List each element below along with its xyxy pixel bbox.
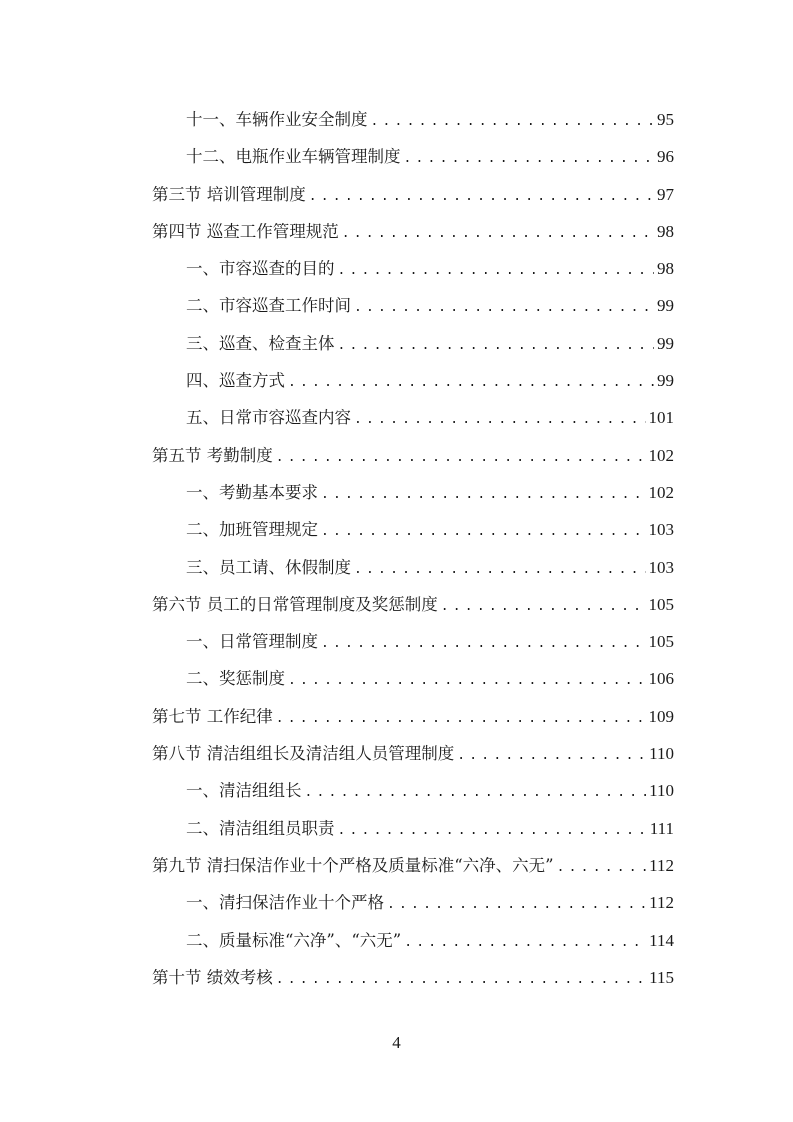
toc-entry-title: 第七节 工作纪律 <box>152 706 273 726</box>
toc-leader-dots <box>288 364 654 401</box>
toc-leader-dots <box>321 476 646 513</box>
toc-entry-title: 一、考勤基本要求 <box>186 482 318 502</box>
toc-leader-dots <box>338 327 655 364</box>
toc-entry[interactable] <box>152 362 674 399</box>
toc-leader-dots <box>354 289 654 326</box>
toc-entry[interactable] <box>152 772 674 809</box>
toc-entry-page: 109 <box>648 706 674 726</box>
toc-entry-page: 115 <box>649 967 674 987</box>
toc-entry-title: 第三节 培训管理制度 <box>152 184 306 204</box>
toc-entry-title: 三、巡查、检查主体 <box>186 333 335 353</box>
toc-entry[interactable] <box>152 287 674 324</box>
toc-entry-page: 101 <box>648 408 674 428</box>
toc-entry-page: 112 <box>649 893 674 913</box>
toc-leader-dots <box>305 774 647 811</box>
toc-entry[interactable] <box>152 511 674 548</box>
toc-entry[interactable] <box>152 138 674 175</box>
toc-leader-dots <box>321 625 646 662</box>
toc-entry[interactable] <box>152 250 674 287</box>
toc-leader-dots <box>342 215 654 252</box>
toc-leader-dots <box>321 513 646 550</box>
toc-entry-page: 112 <box>649 855 674 875</box>
toc-entry-title: 一、清扫保洁作业十个严格 <box>186 893 384 913</box>
toc-entry-title: 三、员工请、休假制度 <box>186 557 351 577</box>
toc-entry-title: 一、清洁组组长 <box>186 781 302 801</box>
toc-entry-title: 第九节 清扫保洁作业十个严格及质量标准“六净、六无” <box>152 855 554 875</box>
toc-entry[interactable] <box>152 735 674 772</box>
toc-entry[interactable] <box>152 810 674 847</box>
toc-entry-title: 十二、电瓶作业车辆管理制度 <box>186 147 401 167</box>
toc-leader-dots <box>276 961 646 998</box>
toc-entry-page: 110 <box>649 744 674 764</box>
toc-leader-dots <box>371 103 655 140</box>
toc-entry-title: 第五节 考勤制度 <box>152 445 273 465</box>
toc-entry[interactable] <box>152 437 674 474</box>
toc-entry-title: 二、清洁组组员职责 <box>186 818 335 838</box>
toc-entry-title: 第六节 员工的日常管理制度及奖惩制度 <box>152 594 438 614</box>
toc-entry[interactable] <box>152 922 674 959</box>
toc-leader-dots <box>557 849 647 886</box>
toc-leader-dots <box>387 886 646 923</box>
toc-entry-title: 十一、车辆作业安全制度 <box>186 110 368 129</box>
toc-leader-dots <box>288 662 646 699</box>
toc-entry-page: 111 <box>649 818 674 838</box>
page-number: 4 <box>392 1033 401 1052</box>
toc-entry[interactable] <box>152 959 674 996</box>
toc-entry[interactable] <box>152 549 674 586</box>
toc-entry-page: 105 <box>648 632 674 652</box>
toc-leader-dots <box>441 588 646 625</box>
toc-leader-dots <box>276 700 646 737</box>
toc-leader-dots <box>404 140 655 177</box>
toc-leader-dots <box>338 252 655 289</box>
toc-entry-title: 二、质量标准“六净”、“六无” <box>186 930 402 950</box>
toc-entry[interactable] <box>152 176 674 213</box>
toc-entry-page: 106 <box>648 669 674 689</box>
toc-entry-title: 二、市容巡查工作时间 <box>186 296 351 316</box>
toc-entry[interactable] <box>152 623 674 660</box>
toc-entry[interactable] <box>152 101 674 138</box>
toc-leader-dots <box>276 439 646 476</box>
toc-entry-title: 第八节 清洁组组长及清洁组人员管理制度 <box>152 744 455 764</box>
toc-leader-dots <box>404 924 646 961</box>
toc-entry-page: 98 <box>657 259 674 279</box>
toc-entry-page: 110 <box>649 781 674 801</box>
toc-entry-page: 96 <box>657 147 674 167</box>
toc-entry-page: 98 <box>657 221 674 241</box>
toc-entry[interactable] <box>152 847 674 884</box>
toc-entry-title: 二、奖惩制度 <box>186 669 285 689</box>
toc-leader-dots <box>354 551 646 588</box>
toc-entry-title: 五、日常市容巡查内容 <box>186 408 351 428</box>
toc-entry-page: 97 <box>657 184 674 204</box>
toc-entry-title: 一、市容巡查的目的 <box>186 259 335 279</box>
toc-leader-dots <box>457 737 646 774</box>
toc-entry-title: 四、巡查方式 <box>186 371 285 391</box>
table-of-contents <box>152 101 674 996</box>
toc-entry-page: 99 <box>657 371 674 391</box>
toc-entry[interactable] <box>152 213 674 250</box>
toc-entry[interactable] <box>152 884 674 921</box>
toc-entry-page: 99 <box>657 333 674 353</box>
toc-entry-title: 二、加班管理规定 <box>186 520 318 540</box>
toc-entry-page: 103 <box>648 557 674 577</box>
toc-entry-page: 114 <box>649 930 674 950</box>
toc-entry-page: 105 <box>648 594 674 614</box>
toc-entry-page: 102 <box>648 445 674 465</box>
toc-entry-page: 102 <box>648 482 674 502</box>
toc-leader-dots <box>309 178 654 215</box>
toc-entry[interactable] <box>152 399 674 436</box>
toc-entry-page: 99 <box>657 296 674 316</box>
toc-entry[interactable] <box>152 325 674 362</box>
toc-entry[interactable] <box>152 474 674 511</box>
toc-entry-title: 第十节 绩效考核 <box>152 967 273 987</box>
toc-entry[interactable] <box>152 586 674 623</box>
toc-entry[interactable] <box>152 660 674 697</box>
toc-leader-dots <box>338 812 647 849</box>
toc-leader-dots <box>354 401 646 438</box>
toc-entry-page: 95 <box>657 110 674 129</box>
toc-entry[interactable] <box>152 698 674 735</box>
toc-entry-page: 103 <box>648 520 674 540</box>
toc-entry-title: 第四节 巡查工作管理规范 <box>152 221 339 241</box>
toc-entry-title: 一、日常管理制度 <box>186 632 318 652</box>
